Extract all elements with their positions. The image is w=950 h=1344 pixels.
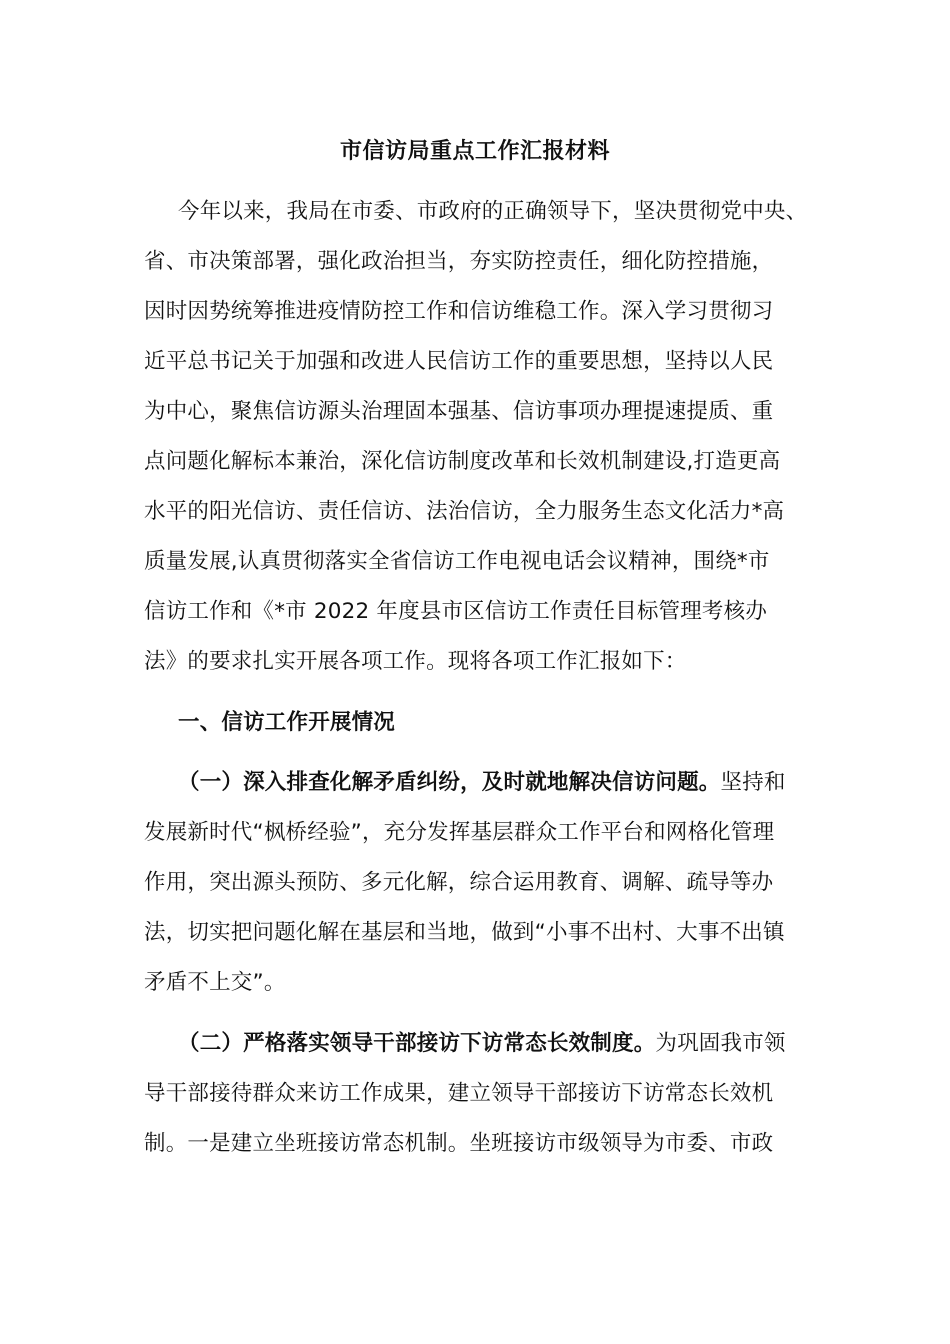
intro-line: 近平总书记关于加强和改进人民信访工作的重要思想，坚持以人民 [144, 349, 774, 374]
subsection-1-line: 矛盾不上交”。 [144, 970, 286, 995]
intro-line: 法》的要求扎实开展各项工作。现将各项工作汇报如下： [144, 649, 687, 674]
subsection-1-line: 法，切实把问题化解在基层和当地，做到“小事不出村、大事不出镇 [144, 920, 785, 945]
subsection-2-text: 为巩固我市领 [655, 1031, 786, 1056]
intro-line: 点问题化解标本兼治，深化信访制度改革和长效机制建设,打造更高 [144, 449, 781, 474]
section-heading: 一、信访工作开展情况 [178, 710, 396, 735]
intro-line: 省、市决策部署，强化政治担当，夯实防控责任，细化防控措施， [144, 249, 774, 274]
subsection-2-first-line [178, 1029, 786, 1059]
intro-line: 为中心，聚焦信访源头治理固本强基、信访事项办理提速提质、重 [144, 399, 774, 424]
subsection-2-line: 制。一是建立坐班接访常态机制。坐班接访市级领导为市委、市政 [144, 1131, 774, 1156]
subsection-2-heading: （二）严格落实领导干部接访下访常态长效制度。 [178, 1031, 656, 1056]
subsection-1-text: 坚持和 [720, 770, 786, 795]
subsection-1-first-line [178, 768, 786, 798]
intro-line: 今年以来，我局在市委、市政府的正确领导下，坚决贯彻党中央、 [178, 199, 808, 224]
intro-line: 质量发展,认真贯彻落实全省信访工作电视电话会议精神，围绕*市 [144, 549, 770, 574]
subsection-2-line: 导干部接待群众来访工作成果，建立领导干部接访下访常态长效机 [144, 1081, 774, 1106]
intro-line: 水平的阳光信访、责任信访、法治信访，全力服务生态文化活力*高 [144, 499, 785, 524]
subsection-1-line: 发展新时代“枫桥经验”，充分发挥基层群众工作平台和网格化管理 [144, 820, 775, 845]
intro-line: 因时因势统筹推进疫情防控工作和信访维稳工作。深入学习贯彻习 [144, 299, 774, 324]
intro-line: 信访工作和《*市 2022 年度县市区信访工作责任目标管理考核办 [144, 599, 768, 624]
document-title: 市信访局重点工作汇报材料 [339, 139, 610, 164]
subsection-1-line: 作用，突出源头预防、多元化解，综合运用教育、调解、疏导等办 [144, 870, 774, 895]
subsection-1-heading: （一）深入排查化解矛盾纠纷，及时就地解决信访问题。 [178, 770, 721, 795]
